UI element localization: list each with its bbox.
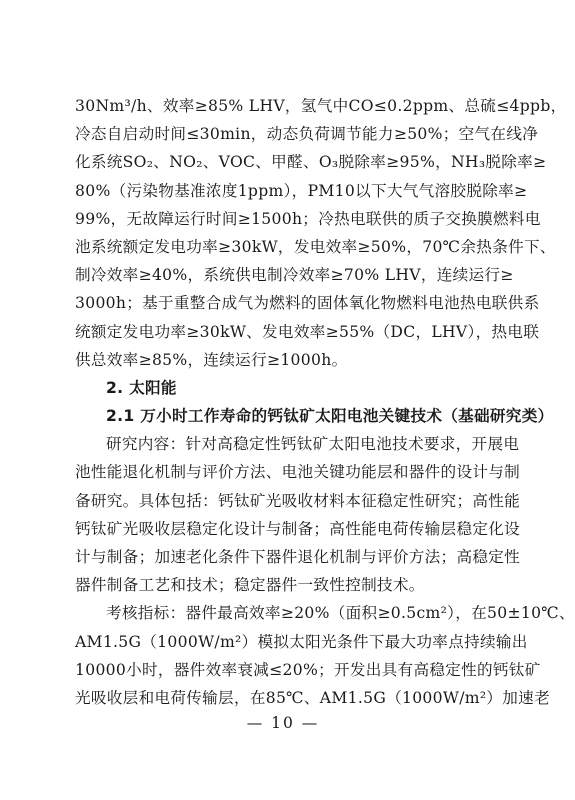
research-line: 计与制备；加速老化条件下器件退化机制与评价方法；高稳定性: [75, 548, 521, 566]
text-line: 池系统额定发电功率≥30kW，发电效率≥50%，70℃余热条件下、: [75, 237, 556, 256]
subsection-heading: 2.1 万小时工作寿命的钙钛矿太阳电池关键技术（基础研究类）: [106, 407, 554, 426]
text-line: 统额定发电功率≥30kW、发电效率≥55%（DC，LHV），热电联: [75, 322, 540, 341]
assessment-line: AM1.5G（1000W/m²）模拟太阳光条件下最大功率点持续输出: [75, 632, 528, 651]
research-line: 备研究。具体包括：钙钛矿光吸收材料本征稳定性研究；高性能: [75, 491, 521, 510]
page-number: — 10 —: [246, 714, 320, 732]
text-line: 99%，无故障运行时间≥1500h；冷热电联供的质子交换膜燃料电: [75, 209, 541, 228]
research-line: 钙钛矿光吸收层稳定化设计与制备；高性能电荷传输层稳定化设: [75, 519, 521, 538]
assessment-line: 考核指标：器件最高效率≥20%（面积≥0.5cm²），在50±10℃、: [106, 604, 575, 623]
text-line: 80%（污染物基准浓度1ppm），PM10以下大气气溶胶脱除率≥: [75, 181, 528, 200]
body-text: [75, 92, 575, 712]
research-line: 器件制备工艺和技术；稳定器件一致性控制技术。: [75, 576, 425, 595]
text-line: 供总效率≥85%，连续运行≥1000h。: [75, 350, 348, 369]
text-line: 3000h；基于重整合成气为燃料的固体氧化物燃料电池热电联供系: [75, 294, 540, 313]
assessment-line: 光吸收层和电荷传输层，在85℃、AM1.5G（1000W/m²）加速老: [75, 688, 550, 707]
text-line: 化系统SO₂、NO₂、VOC、甲醛、O₃脱除率≥95%，NH₃脱除率≥: [75, 153, 547, 172]
text-line: 30Nm³/h、效率≥85% LHV，氢气中CO≤0.2ppm、总硫≤4ppb，: [75, 97, 567, 115]
section-heading: 2. 太阳能: [106, 378, 177, 397]
assessment-line: 10000小时，器件效率衰减≤20%；开发出具有高稳定性的钙钛矿: [75, 660, 541, 679]
text-line: 冷态自启动时间≤30min，动态负荷调节能力≥50%；空气在线净: [75, 125, 539, 144]
research-line: 池性能退化机制与评价方法、电池关键功能层和器件的设计与制: [75, 463, 521, 482]
text-line: 制冷效率≥40%，系统供电制冷效率≥70% LHV，连续运行≥: [75, 266, 514, 285]
research-line: 研究内容：针对高稳定性钙钛矿太阳电池技术要求，开展电: [106, 435, 520, 454]
